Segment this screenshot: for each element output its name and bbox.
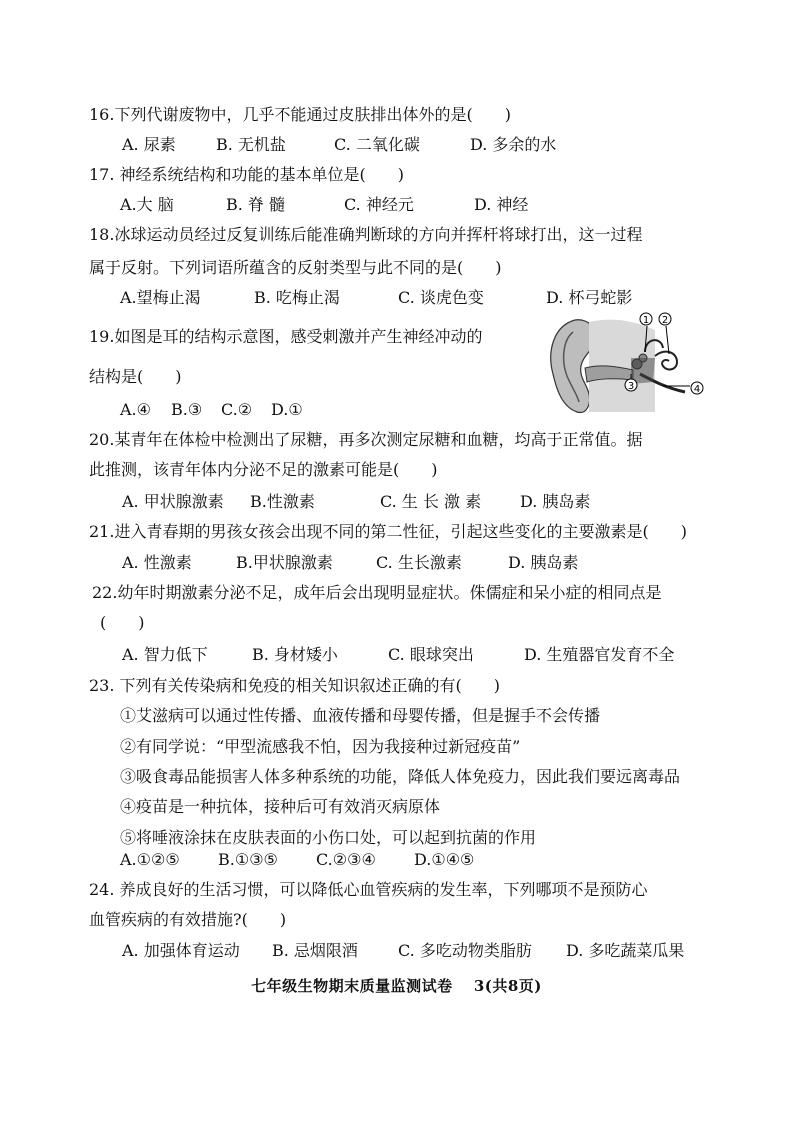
q24-option-b: B. 忌烟限酒 xyxy=(272,941,358,960)
q22-option-b: B. 身材矮小 xyxy=(252,645,338,664)
q16-option-c: C. 二氧化碳 xyxy=(334,135,420,154)
q23-statement-2: ②有同学说：“甲型流感我不怕，因为我接种过新冠疫苗” xyxy=(120,737,521,756)
q21-option-c: C. 生长激素 xyxy=(376,553,462,572)
q20-option-c: C. 生 长 激 素 xyxy=(380,492,482,511)
question-20-stem-line2: 此推测，该青年体内分泌不足的激素可能是( ) xyxy=(89,460,438,479)
q20-option-d: D. 胰岛素 xyxy=(520,492,591,511)
q21-option-a: A. 性激素 xyxy=(122,553,192,572)
q23-option-b: B.①③⑤ xyxy=(218,850,278,869)
q23-option-a: A.①②⑤ xyxy=(120,850,180,869)
question-18-stem-line1: 18.冰球运动员经过反复训练后能准确判断球的方向并挥杆将球打出，这一过程 xyxy=(89,225,643,244)
q19-option-d: D.① xyxy=(271,400,303,419)
q18-option-a: A.望梅止渴 xyxy=(120,288,201,307)
q23-option-d: D.①④⑤ xyxy=(414,850,475,869)
question-19-stem-line1: 19.如图是耳的结构示意图，感受刺激并产生神经冲动的 xyxy=(89,327,483,346)
q17-option-a: A.大 脑 xyxy=(120,195,174,214)
q23-statement-1: ①艾滋病可以通过性传播、血液传播和母婴传播，但是握手不会传播 xyxy=(120,706,601,725)
question-24-stem-line1: 24. 养成良好的生活习惯，可以降低心血管疾病的发生率，下列哪项不是预防心 xyxy=(89,880,648,899)
question-22-stem-line2: ( ) xyxy=(100,613,145,632)
q22-option-a: A. 智力低下 xyxy=(122,645,208,664)
question-19-stem-line2: 结构是( ) xyxy=(89,367,182,386)
q24-option-d: D. 多吃蔬菜瓜果 xyxy=(566,941,685,960)
svg-text:3: 3 xyxy=(627,381,635,392)
q22-option-c: C. 眼球突出 xyxy=(388,645,474,664)
question-24-stem-line2: 血管疾病的有效措施?( ) xyxy=(89,910,287,929)
question-17-stem: 17. 神经系统结构和功能的基本单位是( ) xyxy=(89,165,405,184)
q16-option-b: B. 无机盐 xyxy=(216,135,286,154)
question-18-stem-line2: 属于反射。下列词语所蕴含的反射类型与此不同的是( ) xyxy=(89,258,502,277)
q20-option-b: B.性激素 xyxy=(250,492,315,511)
q23-option-c: C.②③④ xyxy=(316,850,376,869)
q21-option-d: D. 胰岛素 xyxy=(508,553,579,572)
q19-option-c: C.② xyxy=(221,400,253,419)
q19-option-b: B.③ xyxy=(171,400,203,419)
ear-structure-figure xyxy=(545,312,710,417)
svg-text:1: 1 xyxy=(642,315,650,326)
q17-option-d: D. 神经 xyxy=(474,195,529,214)
q23-statement-5: ⑤将唾液涂抹在皮肤表面的小伤口处，可以起到抗菌的作用 xyxy=(120,828,537,847)
svg-text:2: 2 xyxy=(661,315,669,326)
question-16-stem: 16.下列代谢废物中，几乎不能通过皮肤排出体外的是( ) xyxy=(89,105,511,124)
q23-statement-4: ④疫苗是一种抗体，接种后可有效消灭病原体 xyxy=(120,797,441,816)
q22-option-d: D. 生殖器官发育不全 xyxy=(524,645,675,664)
q21-option-b: B.甲状腺激素 xyxy=(236,553,333,572)
q24-option-a: A. 加强体育运动 xyxy=(122,941,240,960)
q19-option-a: A.④ xyxy=(120,400,151,419)
svg-text:4: 4 xyxy=(693,384,701,395)
q20-option-a: A. 甲状腺激素 xyxy=(122,492,224,511)
q18-option-c: C. 谈虎色变 xyxy=(398,288,484,307)
q17-option-b: B. 脊 髓 xyxy=(226,195,286,214)
page-footer: 七年级生物期末质量监测试卷 3(共8页) xyxy=(251,977,542,995)
q23-statement-3: ③吸食毒品能损害人体多种系统的功能，降低人体免疫力，因此我们要远离毒品 xyxy=(120,767,681,786)
question-21-stem: 21.进入青春期的男孩女孩会出现不同的第二性征，引起这些变化的主要激素是( ) xyxy=(89,522,687,541)
question-20-stem-line1: 20.某青年在体检中检测出了尿糖，再多次测定尿糖和血糖，均高于正常值。据 xyxy=(89,430,643,449)
q17-option-c: C. 神经元 xyxy=(344,195,414,214)
q16-option-d: D. 多余的水 xyxy=(470,135,557,154)
question-23-stem: 23. 下列有关传染病和免疫的相关知识叙述正确的有( ) xyxy=(89,676,501,695)
q24-option-c: C. 多吃动物类脂肪 xyxy=(398,941,532,960)
q16-option-a: A. 尿素 xyxy=(122,135,176,154)
question-22-stem-line1: 22.幼年时期激素分泌不足，成年后会出现明显症状。侏儒症和呆小症的相同点是 xyxy=(92,583,662,602)
q18-option-b: B. 吃梅止渴 xyxy=(254,288,340,307)
q18-option-d: D. 杯弓蛇影 xyxy=(546,288,633,307)
